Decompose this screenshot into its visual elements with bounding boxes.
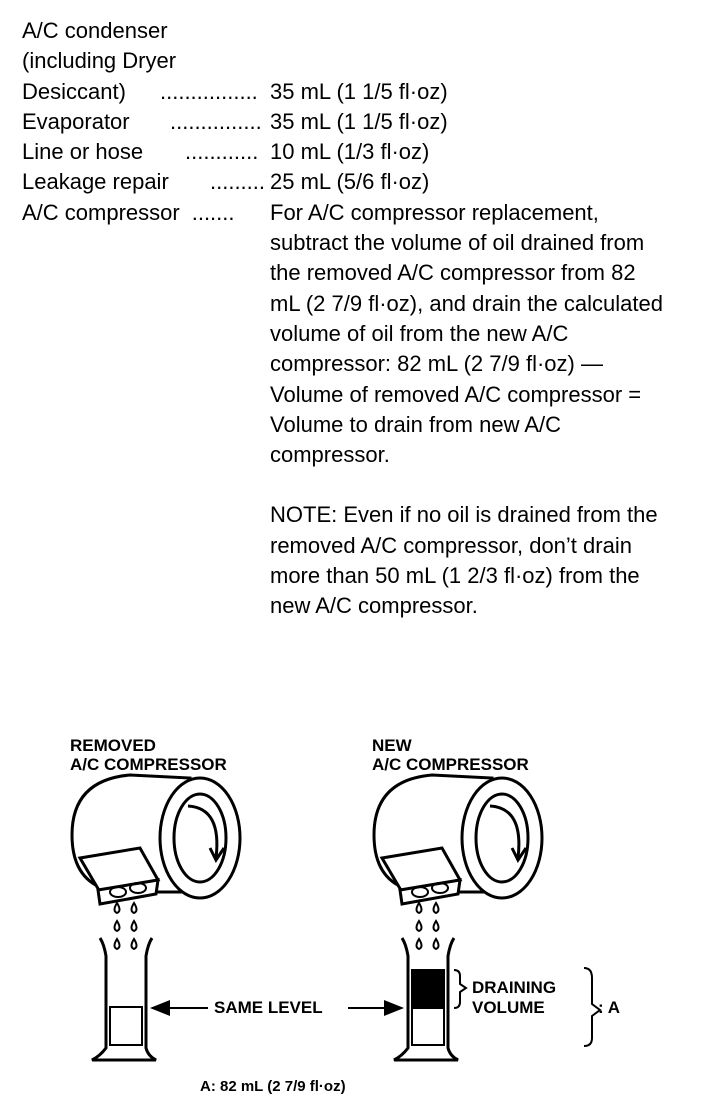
new-compressor-label-line1: NEW	[372, 736, 412, 755]
spec-row-label: Evaporator	[22, 108, 130, 134]
figure-caption: A: 82 mL (2 7/9 fl·oz)	[200, 1078, 346, 1095]
leader-dots: .......	[191, 199, 235, 225]
spec-row-evaporator	[22, 107, 692, 137]
compressor-instructions: For A/C compressor replacement, subtract the volume of oil drained from the removed A/C compressor from 82 mL (2 7/9 fl·oz), and drain the calculated volume of oil from the new A/C compressor: 82 mL (2 7/9 fl·oz) — Volume of removed A/C compressor = Volume to drain from new A/C compressor.	[270, 199, 663, 468]
compressor-label: A/C compressor	[22, 199, 180, 225]
draining-bracket	[454, 970, 466, 1008]
figure-illustration	[0, 720, 704, 1118]
leader-dots: ............	[185, 139, 259, 165]
draining-volume-label-line1: DRAINING	[472, 978, 557, 997]
spec-row-label: Desiccant)	[22, 78, 126, 104]
spec-row-desiccant	[22, 77, 692, 107]
leader-dots: ...............	[170, 108, 262, 134]
leader-dots: .........	[210, 169, 266, 195]
spec-row-leakage-repair	[22, 167, 692, 197]
spec-row-value: 25 mL (5/6 fl·oz)	[270, 169, 430, 195]
same-level-label: SAME LEVEL	[214, 998, 323, 1017]
new-measuring-cylinder	[394, 938, 458, 1060]
spec-row-compressor	[22, 198, 692, 622]
condenser-label-line1: A/C condenser	[22, 18, 168, 43]
draining-volume-label-line2: VOLUME	[472, 998, 545, 1017]
spec-row-value: 35 mL (1 1/5 fl·oz)	[270, 108, 448, 134]
removed-compressor-label-line1: REMOVED	[70, 736, 156, 755]
spec-row-line-or-hose	[22, 137, 692, 167]
new-compressor-drawing	[374, 775, 542, 904]
removed-oil-drops	[115, 903, 137, 949]
new-compressor-label-line2: A/C COMPRESSOR	[372, 755, 529, 774]
removed-compressor-drawing	[72, 775, 240, 904]
a-marker-label: : A	[598, 998, 621, 1017]
oil-capacity-spec	[22, 16, 692, 622]
condenser-label-line2: (including Dryer	[22, 48, 177, 74]
removed-measuring-cylinder	[92, 938, 156, 1060]
oil-drain-figure	[0, 720, 704, 1118]
new-oil-drops	[417, 903, 439, 949]
spec-row-value: 35 mL (1 1/5 fl·oz)	[270, 78, 448, 104]
spec-row-label: Line or hose	[22, 139, 144, 165]
leader-dots: ................	[160, 78, 258, 104]
spec-row-label: Leakage repair	[22, 169, 169, 195]
spec-row-value: 10 mL (1/3 fl·oz)	[270, 139, 430, 165]
compressor-note: NOTE: Even if no oil is drained from the removed A/C compressor, don’t drain more than 50 mL (1 2/3 fl·oz) from the new A/C compressor.	[270, 502, 658, 619]
removed-compressor-label-line2: A/C COMPRESSOR	[70, 755, 227, 774]
